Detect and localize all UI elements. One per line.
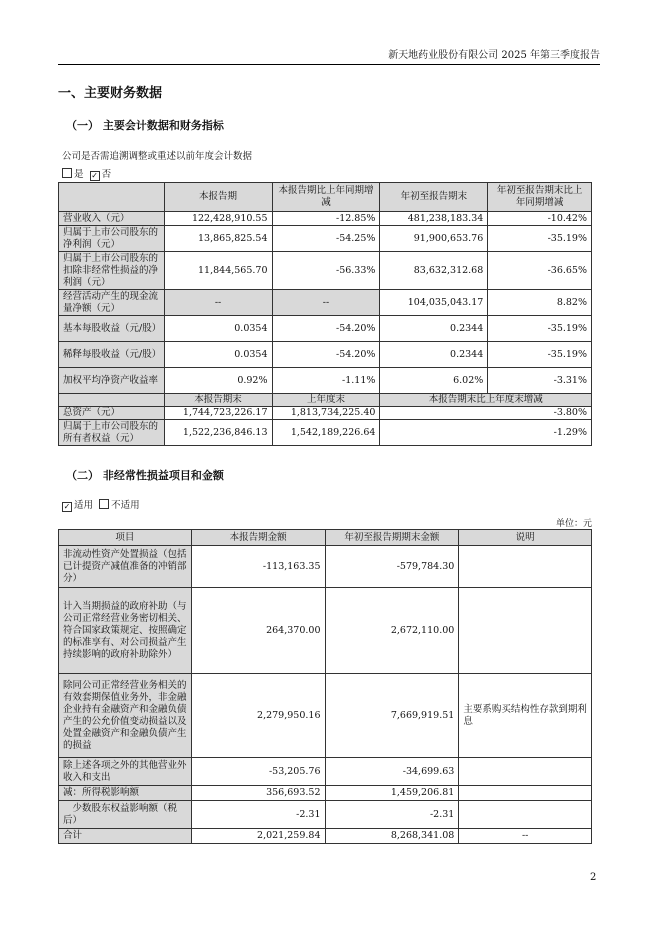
cell: -35.19% bbox=[488, 342, 592, 368]
header-cell: 本报告期末 bbox=[164, 394, 272, 407]
cell: -54.20% bbox=[272, 342, 380, 368]
cell: 0.92% bbox=[164, 368, 272, 394]
table-row bbox=[59, 758, 592, 786]
unit-label: 单位：元 bbox=[555, 519, 592, 529]
table-header-row bbox=[59, 530, 592, 546]
row-label: 归属于上市公司股东的所有者权益（元） bbox=[59, 420, 165, 446]
cell: 主要系购买结构性存款到期利息 bbox=[459, 674, 592, 758]
header-cell bbox=[59, 183, 165, 212]
cell: -12.85% bbox=[272, 212, 380, 226]
header-cell: 本报告期末比上年度末增减 bbox=[380, 394, 592, 407]
cell: 6.02% bbox=[380, 368, 488, 394]
row-label: 基本每股收益（元/股） bbox=[59, 316, 165, 342]
row-label: 总资产（元） bbox=[59, 407, 165, 420]
cell: -- bbox=[459, 829, 592, 844]
cell: -35.19% bbox=[488, 226, 592, 252]
cell: 122,428,910.55 bbox=[164, 212, 272, 226]
header-cell: 项目 bbox=[59, 530, 192, 546]
row-label: 归属于上市公司股东的扣除非经常性损益的净利润（元） bbox=[59, 252, 165, 290]
row-label: 合计 bbox=[59, 829, 192, 844]
cell bbox=[459, 758, 592, 786]
table-row bbox=[59, 342, 592, 368]
row-label: 加权平均净资产收益率 bbox=[59, 368, 165, 394]
cell: 1,744,723,226.17 bbox=[164, 407, 272, 420]
header-cell bbox=[59, 394, 165, 407]
cell bbox=[459, 786, 592, 801]
table-row bbox=[59, 226, 592, 252]
checkbox-yes[interactable] bbox=[62, 168, 72, 178]
cell: -- bbox=[272, 290, 380, 316]
row-label: 归属于上市公司股东的净利润（元） bbox=[59, 226, 165, 252]
section-title: 一、主要财务数据 bbox=[58, 86, 163, 101]
option-no-label: 否 bbox=[101, 169, 112, 180]
row-label: 除同公司正常经营业务相关的有效套期保值业务外，非金融企业持有金融资产和金融负债产生的公允价值变动损益以及处置金融资产和金融负债产生的损益 bbox=[59, 674, 192, 758]
cell bbox=[459, 546, 592, 588]
cell: 2,279,950.16 bbox=[191, 674, 325, 758]
header-cell: 本报告期金额 bbox=[191, 530, 325, 546]
cell: -1.29% bbox=[380, 420, 592, 446]
row-label: 少数股东权益影响额（税后） bbox=[59, 801, 192, 829]
table-row bbox=[59, 546, 592, 588]
table-row bbox=[59, 368, 592, 394]
cell: 0.2344 bbox=[380, 316, 488, 342]
cell: -2.31 bbox=[325, 801, 459, 829]
cell: 1,459,206.81 bbox=[325, 786, 459, 801]
table-subheader-row bbox=[59, 394, 592, 407]
cell: -113,163.35 bbox=[191, 546, 325, 588]
cell: -54.20% bbox=[272, 316, 380, 342]
checkbox-not-apply[interactable] bbox=[99, 499, 109, 509]
table-row bbox=[59, 801, 592, 829]
cell: 83,632,312.68 bbox=[380, 252, 488, 290]
cell: 13,865,825.54 bbox=[164, 226, 272, 252]
page-number: 2 bbox=[590, 872, 597, 883]
subsection-title-1: （一） 主要会计数据和财务指标 bbox=[66, 119, 224, 132]
row-label: 减：所得税影响额 bbox=[59, 786, 192, 801]
cell: 2,021,259.84 bbox=[191, 829, 325, 844]
header-cell: 年初至报告期期末金额 bbox=[325, 530, 459, 546]
table-row bbox=[59, 407, 592, 420]
cell: 2,672,110.00 bbox=[325, 588, 459, 674]
cell: -36.65% bbox=[488, 252, 592, 290]
restate-options bbox=[62, 166, 111, 181]
checkbox-apply-checked[interactable]: ✓ bbox=[63, 502, 71, 511]
table-row bbox=[59, 674, 592, 758]
table-row bbox=[59, 588, 592, 674]
cell: -56.33% bbox=[272, 252, 380, 290]
row-label: 非流动性资产处置损益（包括已计提资产减值准备的冲销部分） bbox=[59, 546, 192, 588]
cell: -34,699.63 bbox=[325, 758, 459, 786]
subsection-title-2: （二） 非经常性损益项目和金额 bbox=[66, 469, 224, 482]
cell: 8,268,341.08 bbox=[325, 829, 459, 844]
cell: 481,238,183.34 bbox=[380, 212, 488, 226]
cell: -2.31 bbox=[191, 801, 325, 829]
header-cell: 年初至报告期末 bbox=[380, 183, 488, 212]
option-yes-label: 是 bbox=[74, 169, 84, 180]
page-header: 新天地药业股份有限公司 2025 年第三季度报告 bbox=[58, 46, 600, 65]
option-apply-label: 适用 bbox=[74, 500, 94, 511]
row-label: 经营活动产生的现金流量净额（元） bbox=[59, 290, 165, 316]
cell: 7,669,919.51 bbox=[325, 674, 459, 758]
header-cell: 年初至报告期末比上年同期增减 bbox=[488, 183, 592, 212]
cell: -53,205.76 bbox=[191, 758, 325, 786]
header-cell: 本报告期比上年同期增减 bbox=[272, 183, 380, 212]
cell: -54.25% bbox=[272, 226, 380, 252]
cell: 11,844,565.70 bbox=[164, 252, 272, 290]
cell: 0.2344 bbox=[380, 342, 488, 368]
table-row bbox=[59, 290, 592, 316]
key-financials-table bbox=[58, 182, 592, 446]
table-row bbox=[59, 212, 592, 226]
cell: -1.11% bbox=[272, 368, 380, 394]
header-cell: 本报告期 bbox=[164, 183, 272, 212]
cell: 1,813,734,225.40 bbox=[272, 407, 380, 420]
restate-question: 公司是否需追溯调整或重述以前年度会计数据 bbox=[62, 151, 253, 162]
table-row bbox=[59, 420, 592, 446]
cell: 356,693.52 bbox=[191, 786, 325, 801]
cell: -579,784.30 bbox=[325, 546, 459, 588]
cell: 91,900,653.76 bbox=[380, 226, 488, 252]
checkbox-no-checked[interactable]: ✓ bbox=[91, 171, 98, 180]
cell: 0.0354 bbox=[164, 342, 272, 368]
cell: 0.0354 bbox=[164, 316, 272, 342]
apply-options bbox=[62, 497, 140, 512]
cell: -10.42% bbox=[488, 212, 592, 226]
cell: -- bbox=[164, 290, 272, 316]
cell: 1,522,236,846.13 bbox=[164, 420, 272, 446]
cell: 264,370.00 bbox=[191, 588, 325, 674]
option-na-label: 不适用 bbox=[111, 500, 140, 511]
row-label: 除上述各项之外的其他营业外收入和支出 bbox=[59, 758, 192, 786]
cell: 8.82% bbox=[488, 290, 592, 316]
cell bbox=[459, 588, 592, 674]
header-cell: 说明 bbox=[459, 530, 592, 546]
cell: -35.19% bbox=[488, 316, 592, 342]
cell: 104,035,043.17 bbox=[380, 290, 488, 316]
cell: 1,542,189,226.64 bbox=[272, 420, 380, 446]
row-label: 营业收入（元） bbox=[59, 212, 165, 226]
table-header-row bbox=[59, 183, 592, 212]
row-label: 稀释每股收益（元/股） bbox=[59, 342, 165, 368]
row-label: 计入当期损益的政府补助（与公司正常经营业务密切相关、符合国家政策规定、按照确定的标准享有、对公司损益产生持续影响的政府补助除外） bbox=[59, 588, 192, 674]
table-row bbox=[59, 252, 592, 290]
cell: -3.80% bbox=[380, 407, 592, 420]
table-row bbox=[59, 316, 592, 342]
cell bbox=[459, 801, 592, 829]
table-row bbox=[59, 786, 592, 801]
cell: -3.31% bbox=[488, 368, 592, 394]
header-cell: 上年度末 bbox=[272, 394, 380, 407]
table-total-row bbox=[59, 829, 592, 844]
non-recurring-items-table bbox=[58, 529, 592, 844]
